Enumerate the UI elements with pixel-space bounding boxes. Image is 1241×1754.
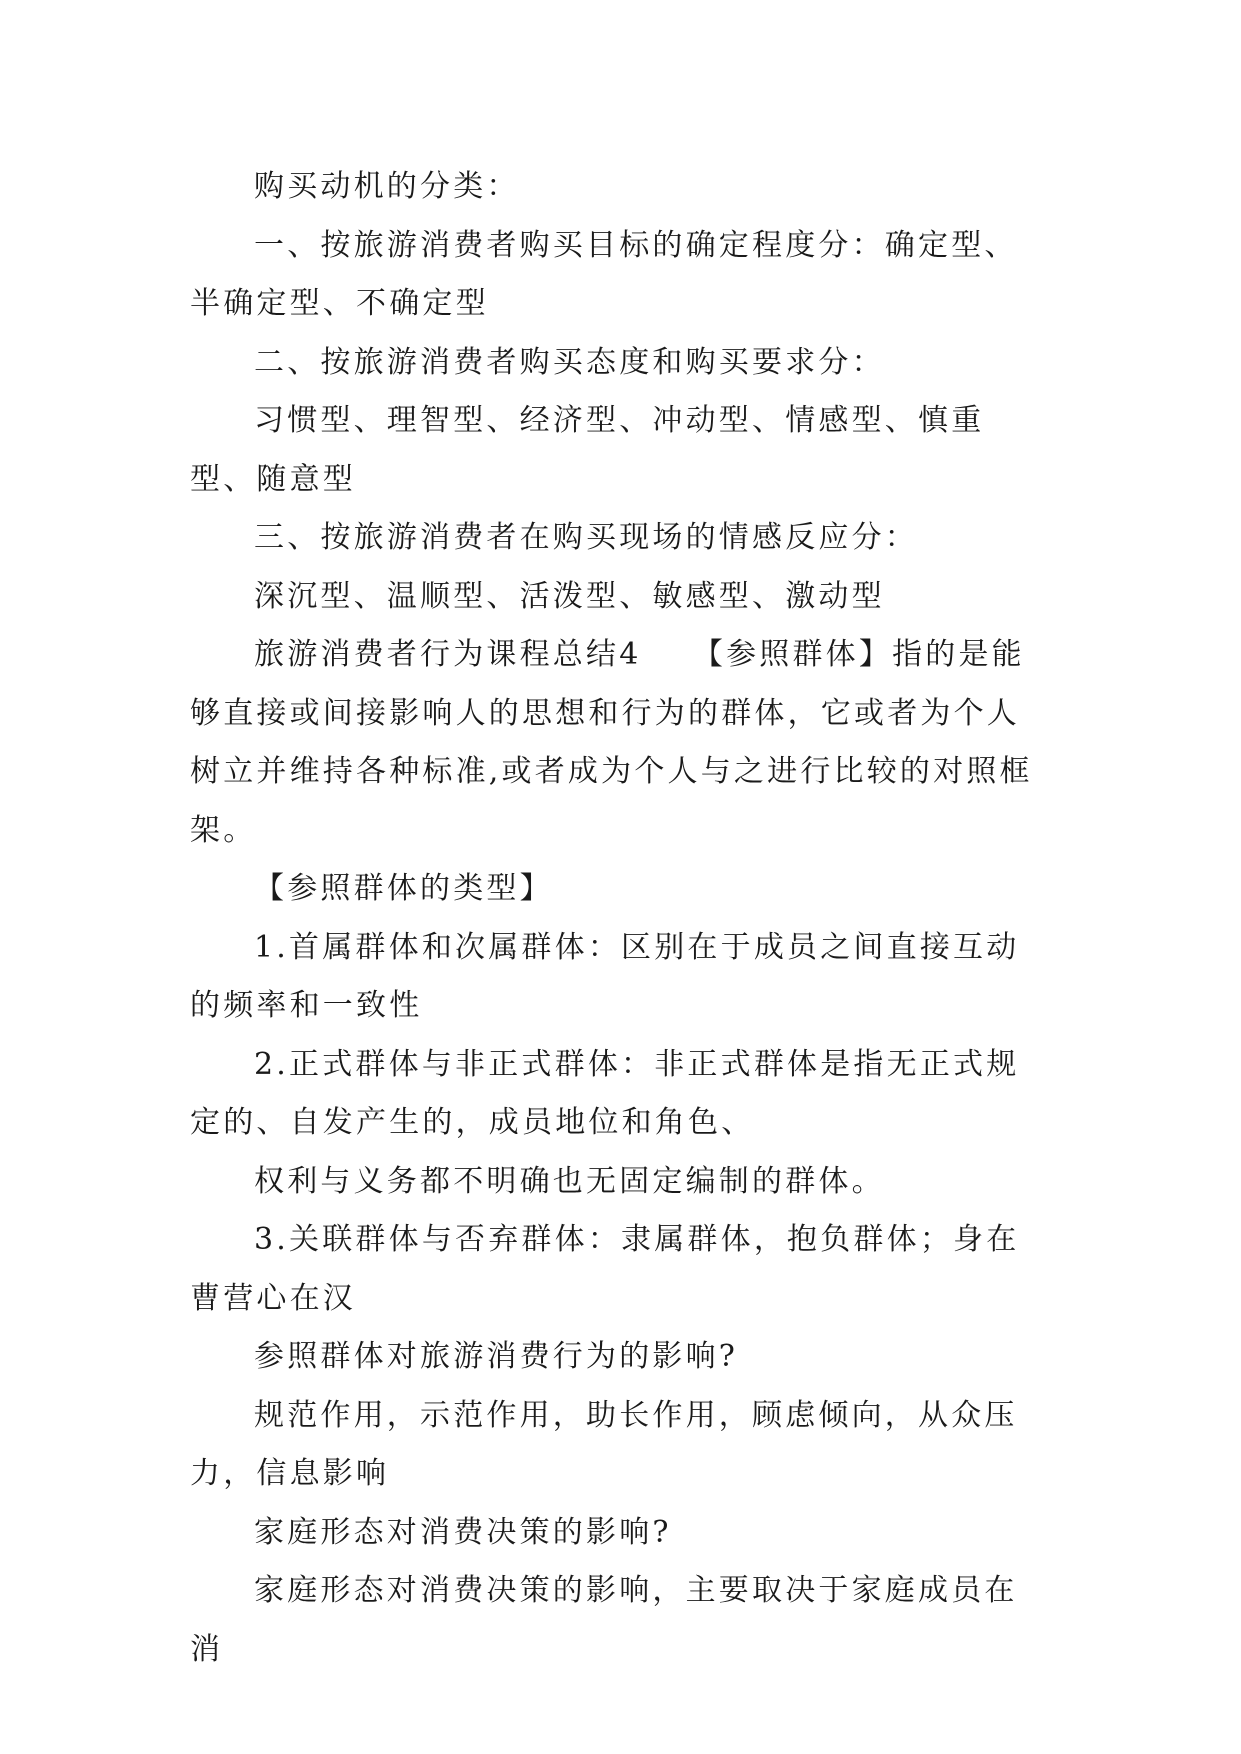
paragraph-attitude-requirement: 二、按旅游消费者购买态度和购买要求分： xyxy=(254,344,885,380)
paragraph-influence-answer: 规范作用，示范作用，助长作用，顾虑倾向，从众压力，信息影响 xyxy=(190,1397,1018,1491)
paragraph-reference-group-definition: 旅游消费者行为课程总结4 【参照群体】指的是能够直接或间接影响人的思想和行为的群体，它或者为个人树立并维持各种标准,或者成为个人与之进行比较的对照框架。 xyxy=(190,637,1033,848)
paragraph-formal-informal-groups: 2.正式群体与非正式群体：非正式群体是指无正式规定的、自发产生的，成员地位和角色、 xyxy=(190,1046,1020,1140)
paragraph-reference-group-types-heading: 【参照群体的类型】 xyxy=(254,871,553,906)
paragraph-family-question: 家庭形态对消费决策的影响? xyxy=(254,1514,672,1550)
paragraph-primary-secondary-groups: 1.首属群体和次属群体：区别在于成员之间直接互动的频率和一致性 xyxy=(190,929,1020,1023)
paragraph-goal-certainty: 一、按旅游消费者购买目标的确定程度分：确定型、半确定型、不确定型 xyxy=(190,227,1018,321)
paragraph-purchase-motive-classification: 购买动机的分类： xyxy=(254,169,520,204)
paragraph-associated-dissociative-groups: 3.关联群体与否弃群体：隶属群体，抱负群体；身在曹营心在汉 xyxy=(190,1222,1020,1316)
paragraph-rights-obligations: 权利与义务都不明确也无固定编制的群体。 xyxy=(254,1163,885,1199)
paragraph-emotional-types: 深沉型、温顺型、活泼型、敏感型、激动型 xyxy=(254,578,885,614)
paragraph-emotional-reaction: 三、按旅游消费者在购买现场的情感反应分： xyxy=(254,520,918,555)
paragraph-family-answer: 家庭形态对消费决策的影响，主要取决于家庭成员在消 xyxy=(190,1573,1018,1667)
document-body xyxy=(190,158,1050,1679)
paragraph-influence-question: 参照群体对旅游消费行为的影响? xyxy=(254,1339,739,1374)
paragraph-attitude-types: 习惯型、理智型、经济型、冲动型、情感型、慎重型、随意型 xyxy=(190,403,985,497)
